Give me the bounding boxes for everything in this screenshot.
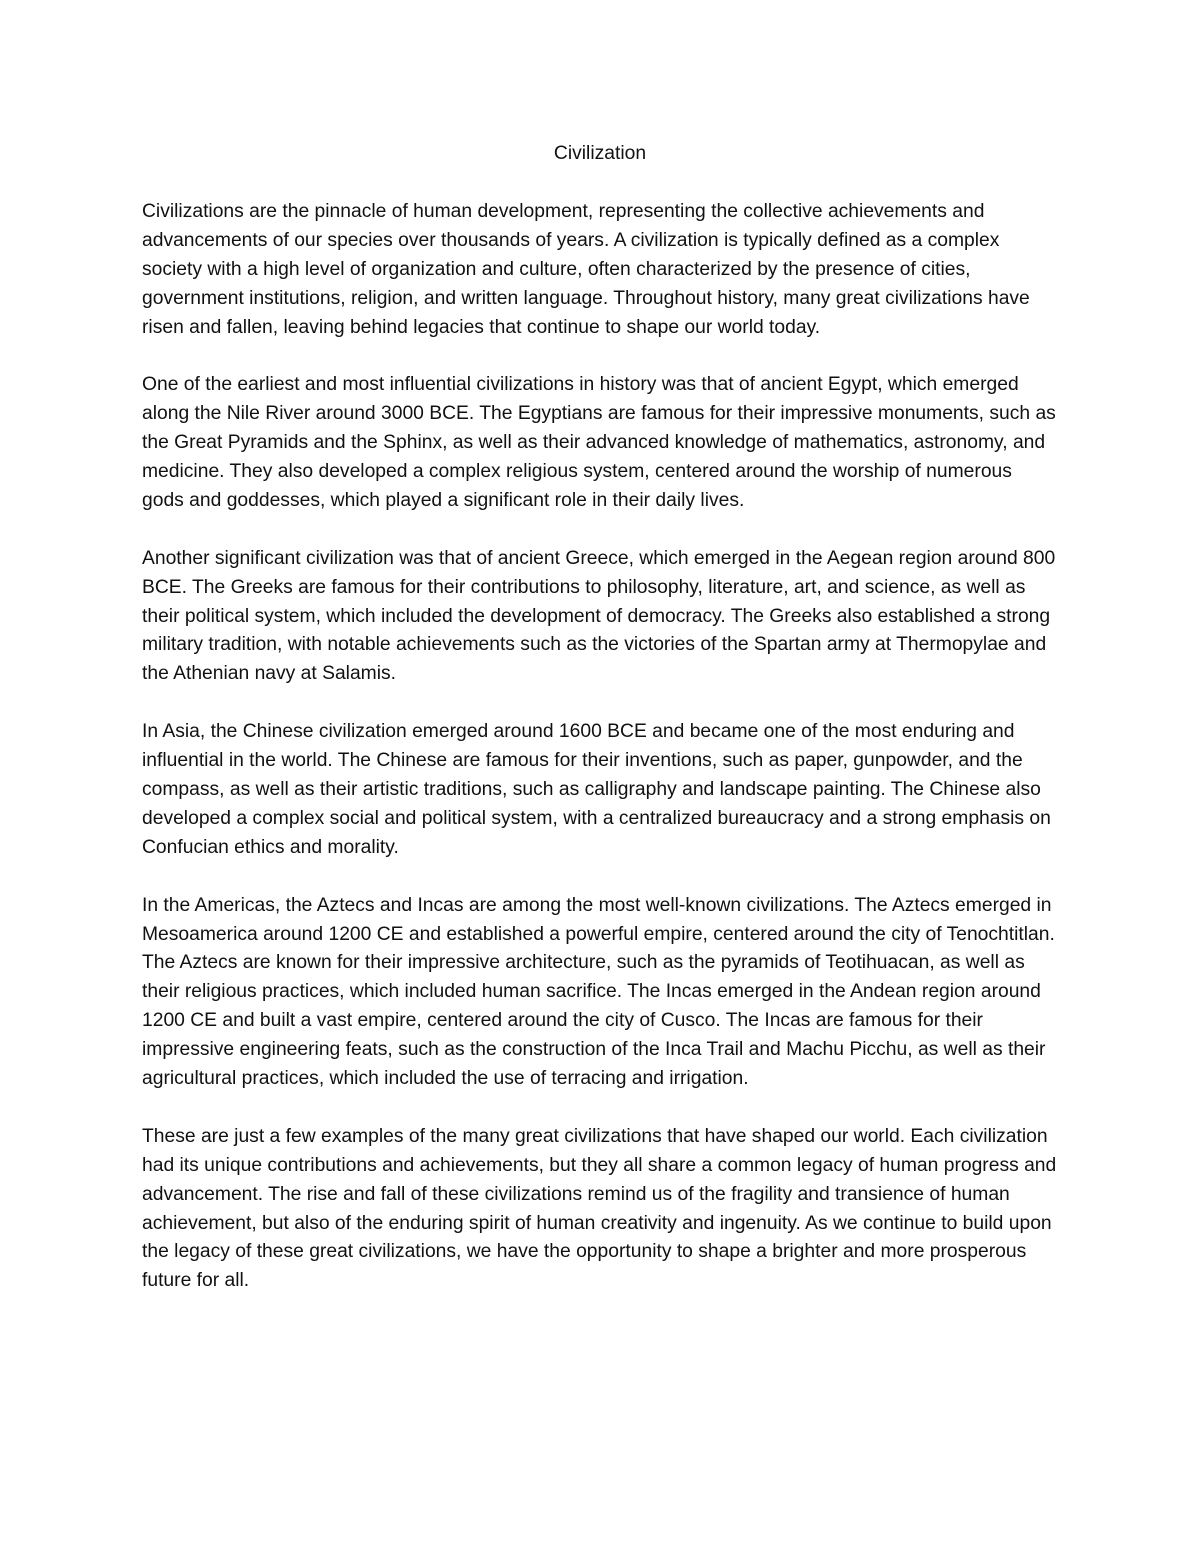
document-body	[142, 140, 1058, 1296]
paragraph-greece: Another significant civilization was that of ancient Greece, which emerged in the Aegean region around 800 BCE. The Greeks are famous for their contributions to philosophy, literature, art, and science, as well as their political system, which included the development of democracy. The Greeks also established a strong military tradition, with notable achievements such as the victories of the Spartan army at Thermopylae and the Athenian navy at Salamis.	[142, 547, 1056, 685]
paragraph-conclusion: These are just a few examples of the many great civilizations that have shaped our world. Each civilization had its unique contributions and achievements, but they all share a common legacy of human progress and advancement. The rise and fall of these civilizations remind us of the fragility and transience of human achievement, but also of the enduring spirit of human creativity and ingenuity. As we continue to build upon the legacy of these great civilizations, we have the opportunity to shape a brighter and more prosperous future for all.	[142, 1125, 1057, 1292]
paragraph-china: In Asia, the Chinese civilization emerged around 1600 BCE and became one of the most enduring and influential in the world. The Chinese are famous for their inventions, such as paper, gunpowder, and the compass, as well as their artistic traditions, such as calligraphy and landscape painting. The Chinese also developed a complex social and political system, with a centralized bureaucracy and a strong emphasis on Confucian ethics and morality.	[142, 721, 1051, 858]
document-title: Civilization	[553, 143, 647, 164]
paragraph-americas: In the Americas, the Aztecs and Incas are among the most well-known civilizations. The Aztecs emerged in Mesoamerica around 1200 CE and established a powerful empire, centered around the city of Tenochtitlan. The Aztecs are known for their impressive architecture, such as the pyramids of Teotihuacan, as well as their religious practices, which included human sacrifice. The Incas emerged in the Andean region around 1200 CE and built a vast empire, centered around the city of Cusco. The Incas are famous for their impressive engineering feats, such as the construction of the Inca Trail and Machu Picchu, as well as their agricultural practices, which included the use of terracing and irrigation.	[142, 894, 1055, 1090]
paragraph-introduction: Civilizations are the pinnacle of human development, representing the collective achievements and advancements of our species over thousands of years. A civilization is typically defined as a complex society with a high level of organization and culture, often characterized by the presence of cities, government institutions, religion, and written language. Throughout history, many great civilizations have risen and fallen, leaving behind legacies that continue to shape our world today.	[142, 200, 1030, 338]
paragraph-egypt: One of the earliest and most influential civilizations in history was that of ancient Egypt, which emerged along the Nile River around 3000 BCE. The Egyptians are famous for their impressive monuments, such as the Great Pyramids and the Sphinx, as well as their advanced knowledge of mathematics, astronomy, and medicine. They also developed a complex religious system, centered around the worship of numerous gods and goddesses, which played a significant role in their daily lives.	[142, 374, 1056, 511]
